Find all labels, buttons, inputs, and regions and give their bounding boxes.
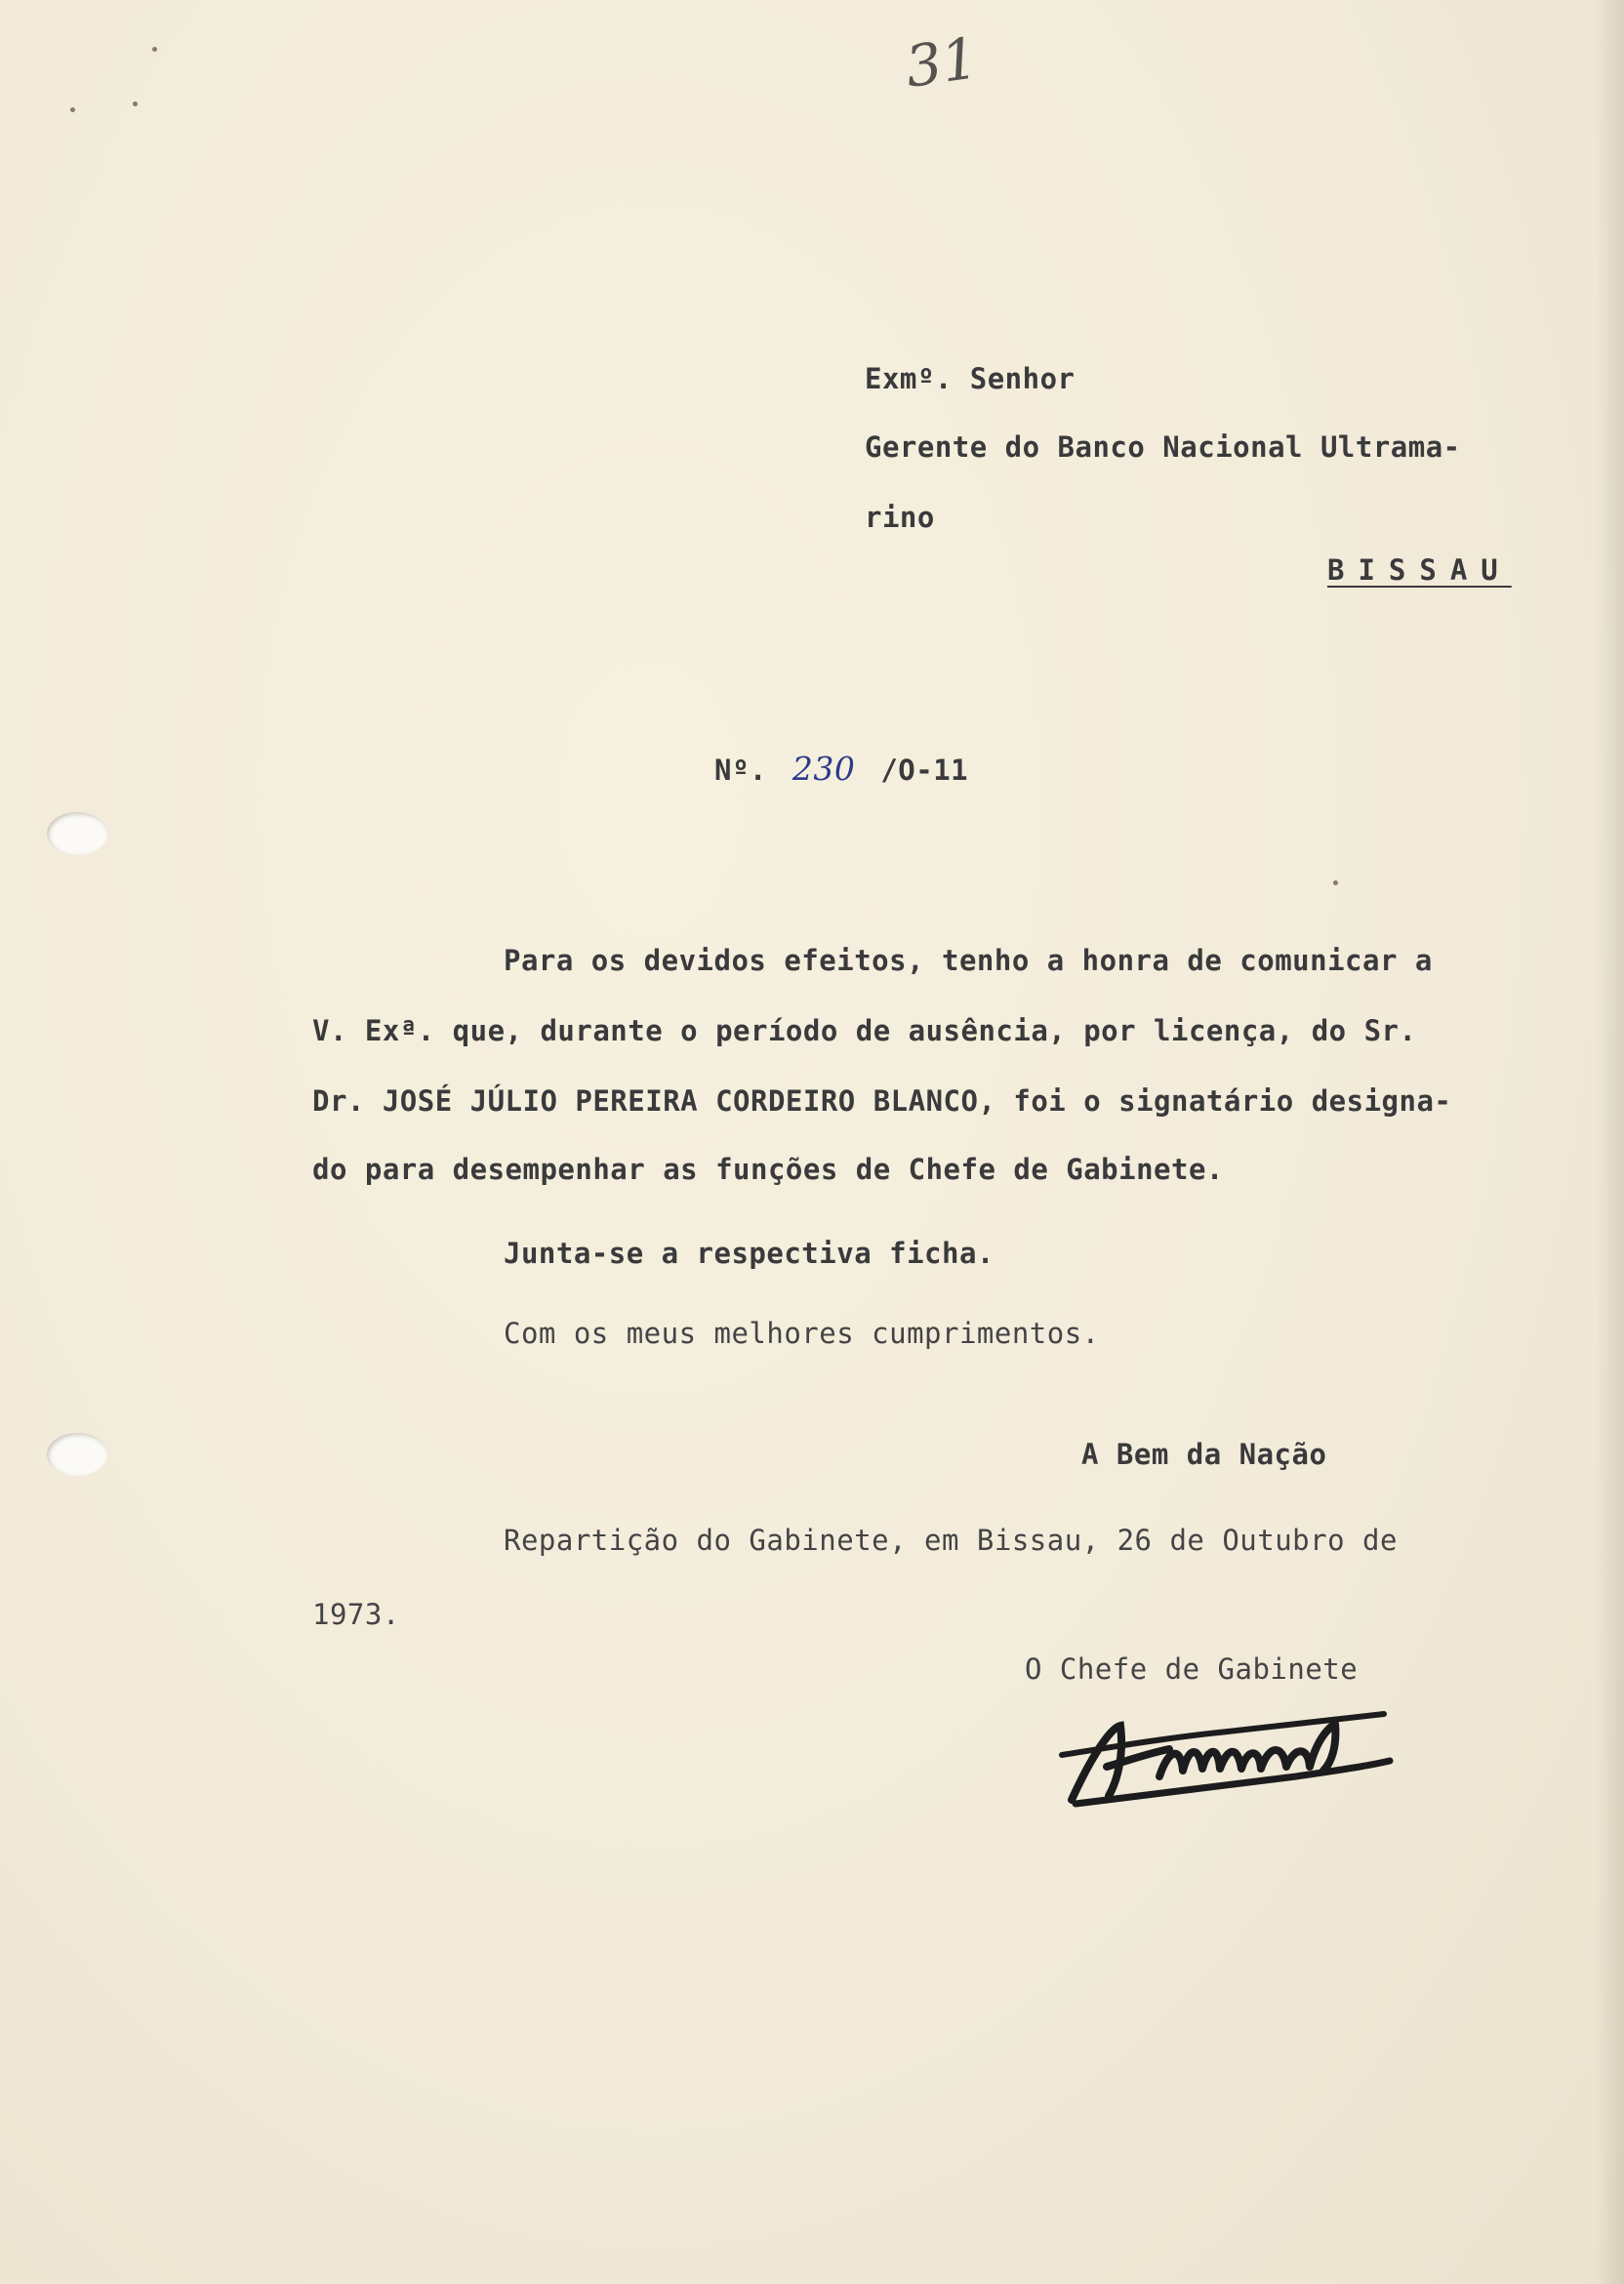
closing-place-date-line-1: Repartição do Gabinete, em Bissau, 26 de Outubro de [504,1524,1398,1557]
reference-number [714,752,968,788]
paper-speck [1333,880,1338,885]
signer-title: O Chefe de Gabinete [1025,1652,1359,1686]
paper-speck [70,107,75,112]
paper-speck [152,47,157,52]
reference-prefix: Nº. [714,754,767,787]
closing-place-date-line-2: 1973. [312,1598,400,1631]
punch-hole-upper [47,812,107,855]
folio-number: 31 [901,24,983,101]
recipient-line-1: Exmº. Senhor [865,362,1076,395]
body-line-3: Dr. JOSÉ JÚLIO PEREIRA CORDEIRO BLANCO, foi o signatário designa- [312,1084,1452,1118]
body-line-2: V. Exª. que, durante o período de ausência, por licença, do Sr. [312,1014,1417,1047]
body-line-1: Para os devidos efeitos, tenho a honra de comunicar a [504,944,1433,977]
paper-speck [133,102,138,106]
body-line-5: Junta-se a respectiva ficha. [504,1237,995,1270]
closing-motto: A Bem da Nação [1081,1438,1327,1471]
reference-handwritten-number: 230 [792,750,856,788]
recipient-line-3: rino [865,501,935,534]
handwritten-signature [1052,1698,1403,1815]
recipient-city: BISSAU [1327,553,1512,587]
punch-hole-lower [47,1433,107,1476]
body-line-6: Com os meus melhores cumprimentos. [504,1317,1100,1350]
body-line-4: do para desempenhar as funções de Chefe de Gabinete. [312,1153,1224,1186]
recipient-line-2: Gerente do Banco Nacional Ultrama- [865,430,1461,464]
reference-suffix: /O-11 [880,754,969,787]
